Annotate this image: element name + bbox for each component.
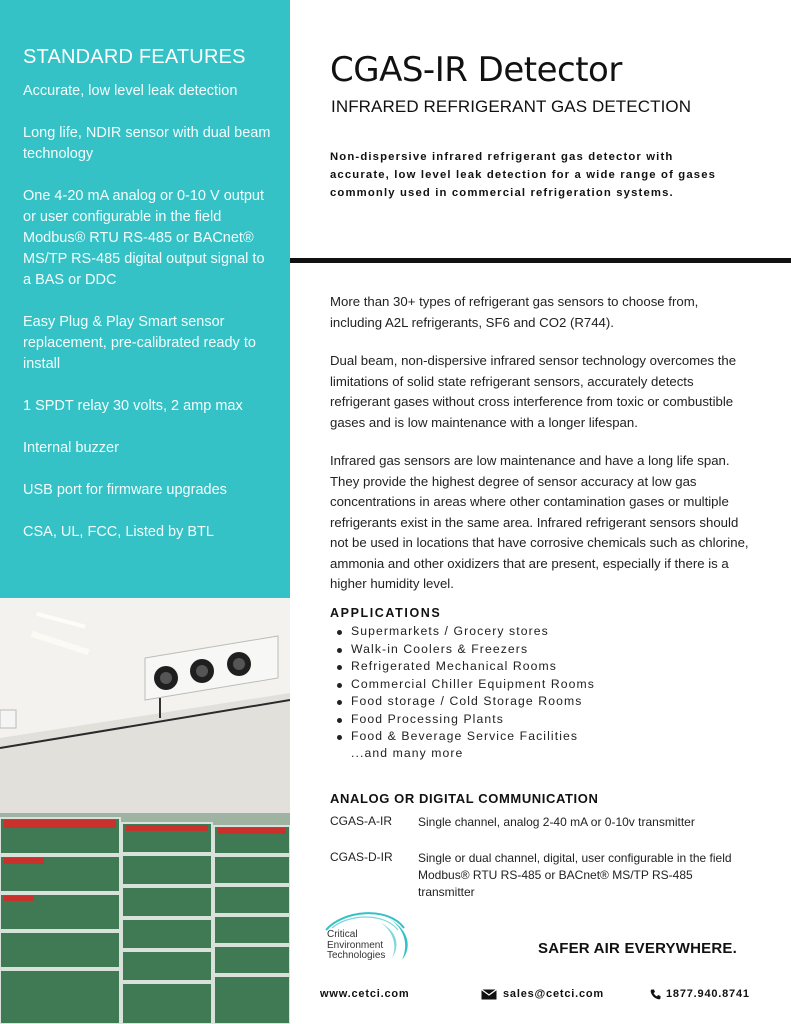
phone-contact[interactable] [650, 988, 750, 1000]
body-paragraph: Infrared gas sensors are low maintenance and have a long life span. They provide the highest degree of sensor accuracy at low gas concentrations in areas where other contamination gases or multiple refrigerants exist in the same area. Infrared refrigerant sensors should not be used in locations that have corrosive chemicals such as chlorine, ammonia and other oxidizers that are present, especially if there is a higher humidity level. [330, 453, 749, 591]
model-description: Single channel, analog 2-40 mA or 0-10v transmitter [418, 815, 695, 829]
applications-list [337, 623, 595, 746]
website-link[interactable]: www.cetci.com [320, 988, 410, 1000]
feature-item: One 4-20 mA analog or 0-10 V output or user configurable in the field Modbus® RTU RS-485 or BACnet® MS/TP RS-485 digital output signal to a BAS or DDC [23, 188, 265, 288]
list-item: Refrigerated Mechanical Rooms [337, 658, 595, 676]
email-contact[interactable] [481, 988, 604, 1000]
body-paragraph: Dual beam, non-dispersive infrared sensor technology overcomes the limitations of solid state refrigerant sensors, accurately detects refrigerant gases without cross interference from toxic or combustible gases and is low maintenance with a longer lifespan. [330, 353, 737, 430]
cold-storage-photo [0, 598, 290, 1024]
feature-item: Easy Plug & Play Smart sensor replacement, pre-calibrated ready to install [23, 314, 256, 372]
page-title: CGAS-IR Detector [330, 50, 622, 90]
list-item: Food Processing Plants [337, 711, 595, 729]
features-heading: STANDARD FEATURES [23, 46, 246, 68]
list-item: Walk-in Coolers & Freezers [337, 641, 595, 659]
logo-line: Technologies [327, 950, 386, 961]
logo-wordmark [327, 930, 385, 962]
envelope-icon [481, 989, 497, 1000]
applications-more: ...and many more [351, 746, 464, 760]
section-divider [290, 258, 791, 263]
list-item: Commercial Chiller Equipment Rooms [337, 676, 595, 694]
list-item: Supermarkets / Grocery stores [337, 623, 595, 641]
logo-line: Environment [327, 939, 384, 951]
communication-heading: ANALOG OR DIGITAL COMMUNICATION [330, 791, 599, 806]
model-code: CGAS-A-IR [330, 814, 393, 828]
list-item: Food storage / Cold Storage Rooms [337, 693, 595, 711]
tagline: SAFER AIR EVERYWHERE. [538, 940, 737, 957]
body-paragraph: More than 30+ types of refrigerant gas sensors to choose from, including A2L refrigerants, SF6 and CO2 (R744). [330, 294, 699, 330]
feature-item: CSA, UL, FCC, Listed by BTL [23, 524, 214, 540]
intro-text: Non-dispersive infrared refrigerant gas detector with accurate, low level leak detection for a wide range of gases commonly used in commercial refrigeration systems. [330, 151, 717, 199]
logo-line: Critical [327, 929, 358, 940]
features-panel [0, 0, 290, 598]
feature-item: Internal buzzer [23, 440, 119, 456]
phone-text[interactable]: 1877.940.8741 [666, 988, 750, 1000]
model-description: Single or dual channel, digital, user configurable in the field Modbus® RTU RS-485 or BACnet® MS/TP RS-485 transmitter [418, 851, 732, 899]
feature-item: 1 SPDT relay 30 volts, 2 amp max [23, 398, 243, 414]
feature-item: Long life, NDIR sensor with dual beam technology [23, 125, 271, 162]
email-text[interactable]: sales@cetci.com [503, 988, 604, 1000]
phone-icon [650, 989, 661, 1000]
applications-heading: APPLICATIONS [330, 606, 442, 620]
feature-item: USB port for firmware upgrades [23, 482, 227, 498]
model-code: CGAS-D-IR [330, 850, 393, 864]
page-subtitle: INFRARED REFRIGERANT GAS DETECTION [331, 97, 692, 116]
list-item: Food & Beverage Service Facilities [337, 728, 595, 746]
feature-item: Accurate, low level leak detection [23, 83, 238, 99]
